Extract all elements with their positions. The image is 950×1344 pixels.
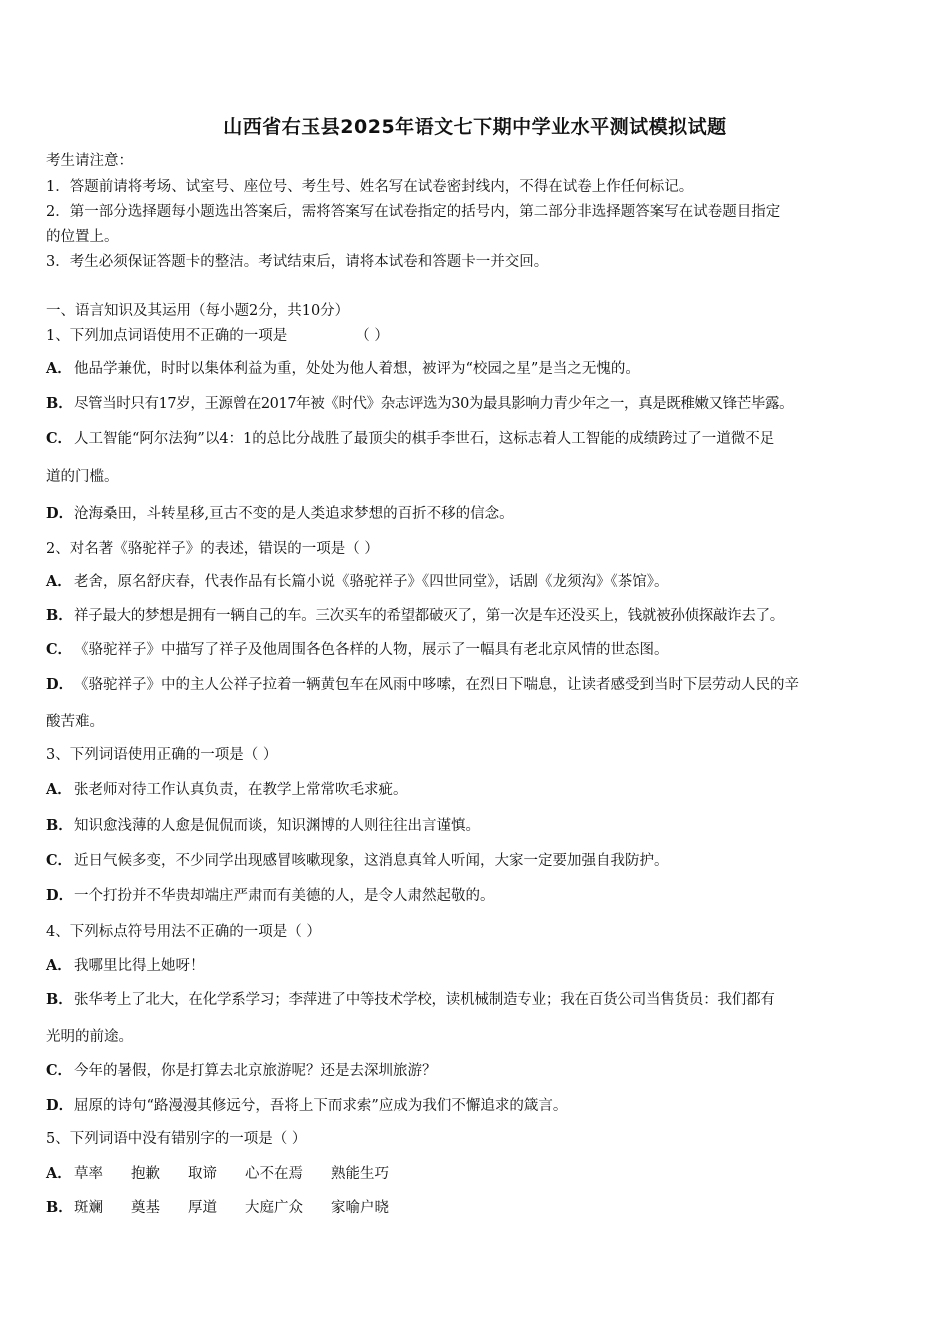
option-text: 《骆驼祥子》中描写了祥子及他周围各色各样的人物，展示了一幅具有老北京风情的世态图。 [74,642,669,658]
option-label: D． [46,887,74,904]
option-text: 近日气候多变，不少同学出现感冒咳嗽现象，这消息真耸人听闻，大家一定要加强自我防护。 [74,853,669,869]
question-stem-text: 1、下列加点词语使用不正确的一项是 [46,328,288,344]
option-text: 今年的暑假，你是打算去北京旅游呢？还是去深圳旅游？ [74,1063,437,1079]
option-label: A． [46,573,72,590]
option-b [46,606,784,626]
option-d [46,886,495,906]
option-d [46,1096,567,1116]
option-text: 老舍，原名舒庆春，代表作品有长篇小说《骆驼祥子》《四世同堂》，话剧《龙须沟》《茶馆》。 [74,574,669,590]
option-c [46,1061,437,1081]
option-a [46,780,408,800]
option-c [46,851,669,871]
option-b [46,1198,417,1218]
option-continuation: 酸苦难。 [46,714,104,730]
option-b [46,394,793,414]
word-item: 抱歉 [131,1166,160,1182]
option-a [46,956,205,976]
option-text: 张华考上了北大，在化学系学习；李萍进了中等技术学校，读机械制造专业；我在百货公司当售货员：我们都有 [74,992,775,1008]
word-item: 奠基 [131,1200,160,1216]
option-c [46,640,669,660]
option-b [46,816,480,836]
option-label: B． [46,1199,73,1216]
option-a [46,1164,417,1184]
option-label: C． [46,852,73,869]
option-label: D． [46,676,74,693]
word-item: 厚道 [188,1200,217,1216]
option-label: D． [46,1097,74,1114]
option-text: 人工智能“阿尔法狗”以4：1的总比分战胜了最顶尖的棋手李世石，这标志着人工智能的成绩跨过了一道微不足 [74,431,775,447]
option-text: 沧海桑田，斗转星移,亘古不变的是人类追求梦想的百折不移的信念。 [74,506,514,522]
word-item: 斑斓 [74,1200,103,1216]
option-text: 他品学兼优，时时以集体利益为重，处处为他人着想，被评为“校园之星”是当之无愧的。 [74,361,640,377]
option-label: B． [46,607,73,624]
option-d [46,504,514,524]
question-3-stem: 3、下列词语使用正确的一项是（ ） [46,747,278,763]
option-label: C． [46,641,73,658]
word-item: 家喻户晓 [331,1200,389,1216]
notice-item: 2．第一部分选择题每小题选出答案后，需将答案写在试卷指定的括号内，第二部分非选择题答案写在试卷题目指定 [46,204,781,220]
option-d [46,675,799,695]
option-label: A． [46,360,72,377]
word-item: 心不在焉 [245,1166,303,1182]
notice-item: 1．答题前请将考场、试室号、座位号、考生号、姓名写在试卷密封线内，不得在试卷上作任何标记。 [46,179,694,195]
option-label: A． [46,957,72,974]
option-continuation: 道的门槛。 [46,469,119,485]
word-item: 大庭广众 [245,1200,303,1216]
option-c [46,429,774,449]
option-label: C． [46,1062,73,1079]
option-label: A． [46,781,72,798]
question-1-stem [46,326,389,346]
answer-paren: （ ） [355,328,389,344]
page-title: 山西省右玉县2025年语文七下期中学业水平测试模拟试题 [223,116,727,138]
question-2-stem: 2、对名著《骆驼祥子》的表述，错误的一项是（ ） [46,541,379,557]
option-label: D． [46,505,74,522]
option-text: 《骆驼祥子》中的主人公祥子拉着一辆黄包车在风雨中哆嗦，在烈日下喘息，让读者感受到当时下层劳动人民的辛 [74,677,799,693]
option-text: 我哪里比得上她呀！ [74,958,205,974]
option-text: 尽管当时只有17岁，王源曾在2017年被《时代》杂志评选为30为最具影响力青少年之一，真是既稚嫩又锋芒毕露。 [74,396,794,412]
option-text: 张老师对待工作认真负责，在教学上常常吹毛求疵。 [74,782,408,798]
option-text: 屈原的诗句“路漫漫其修远兮，吾将上下而求索”应成为我们不懈追求的箴言。 [74,1098,568,1114]
section-heading: 一、语言知识及其运用（每小题2分，共10分） [46,303,350,319]
word-item: 草率 [74,1166,103,1182]
word-item: 熟能生巧 [331,1166,389,1182]
notice-item: 的位置上。 [46,229,119,245]
option-label: B． [46,991,73,1008]
question-4-stem: 4、下列标点符号用法不正确的一项是（ ） [46,924,321,940]
notice-heading: 考生请注意： [46,153,133,169]
option-a [46,572,669,592]
option-label: B． [46,395,73,412]
question-5-stem: 5、下列词语中没有错别字的一项是（ ） [46,1131,307,1147]
option-label: A． [46,1165,72,1182]
option-a [46,359,640,379]
option-label: C． [46,430,73,447]
option-text: 一个打扮并不华贵却端庄严肃而有美德的人，是令人肃然起敬的。 [74,888,495,904]
notice-item: 3．考生必须保证答题卡的整洁。考试结束后，请将本试卷和答题卡一并交回。 [46,254,549,270]
option-b [46,990,775,1010]
option-text: 祥子最大的梦想是拥有一辆自己的车。三次买车的希望都破灭了，第一次是车还没买上，钱就被孙侦探敲诈去了。 [74,608,784,624]
option-text: 知识愈浅薄的人愈是侃侃而谈，知识渊博的人则往往出言谨慎。 [74,818,480,834]
option-label: B． [46,817,73,834]
option-continuation: 光明的前途。 [46,1029,133,1045]
word-item: 取谛 [188,1166,217,1182]
